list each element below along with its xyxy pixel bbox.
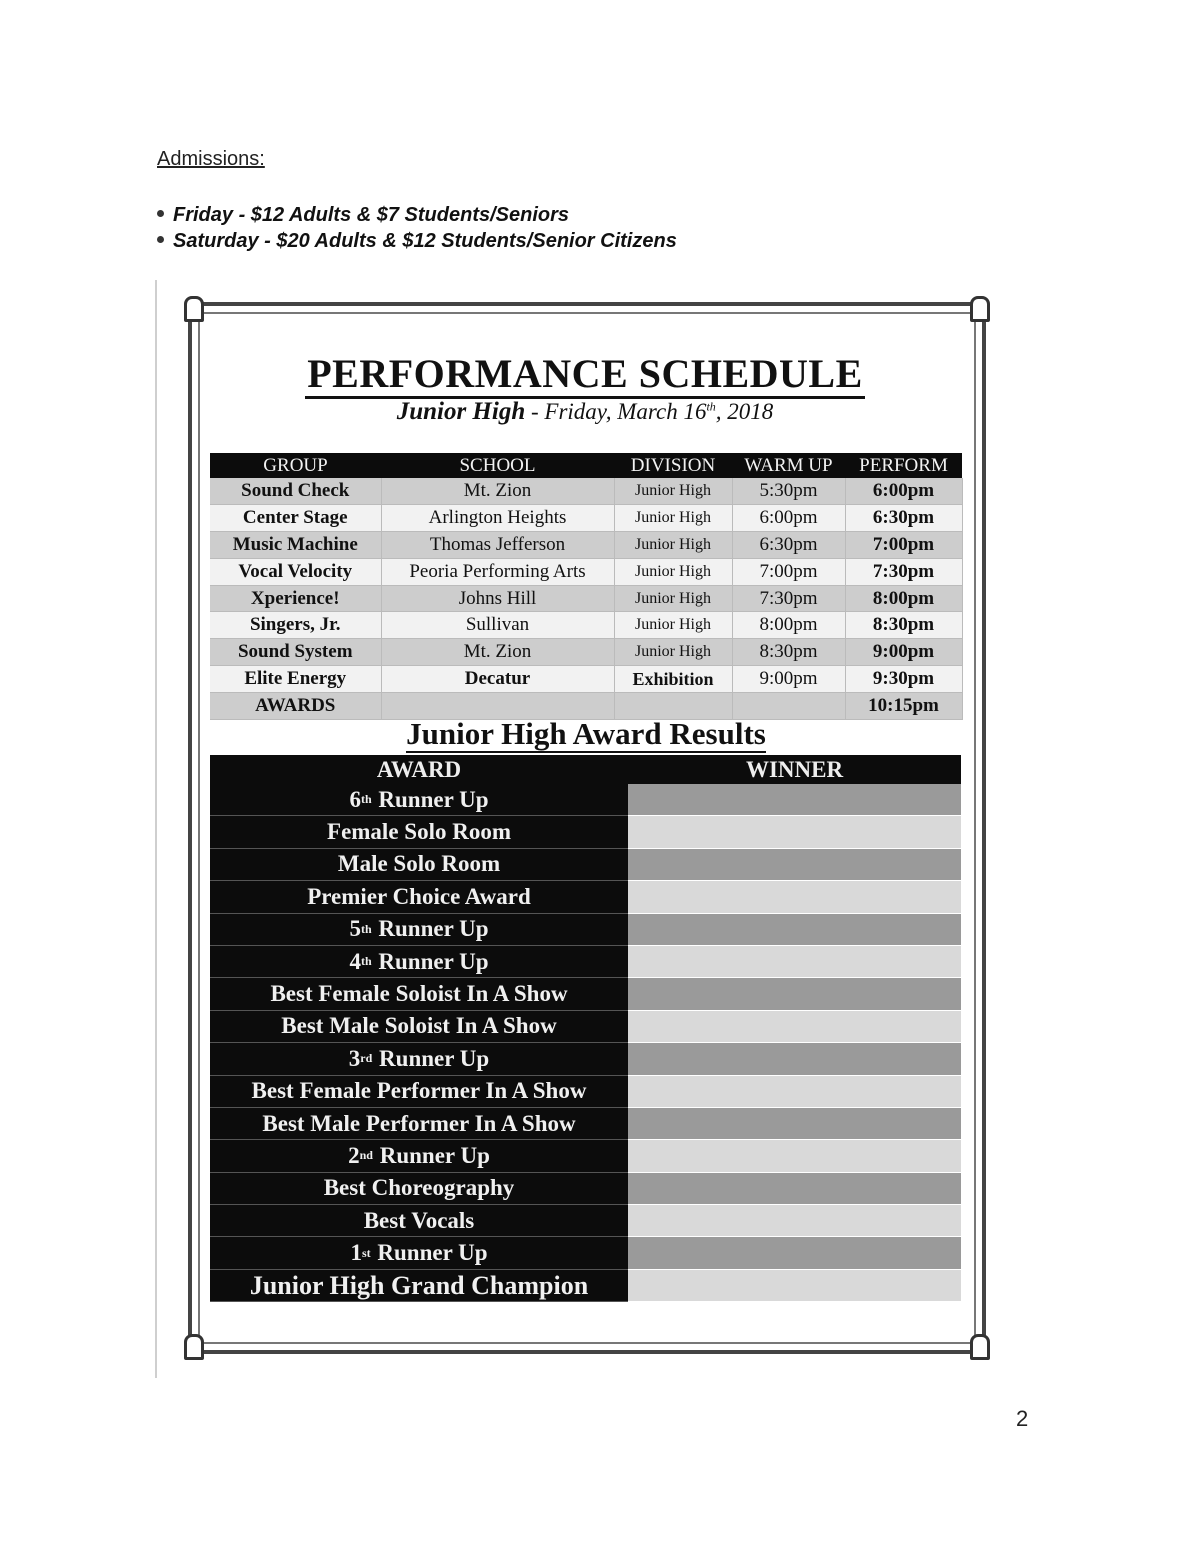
award-row: [210, 1237, 961, 1269]
award-name: [210, 1205, 628, 1237]
award-name-text: Runner Up: [372, 786, 489, 812]
admissions-heading: Admissions:: [157, 148, 265, 170]
winner-cell: [628, 1140, 961, 1172]
schedule-row: [210, 504, 962, 531]
winner-cell: [628, 1043, 961, 1075]
admissions-list: [157, 202, 677, 254]
admission-text: Friday - $12 Adults & $7 Students/Seniors: [173, 204, 570, 226]
award-name-text: Runner Up: [371, 1240, 488, 1266]
award-name-text: Runner Up: [372, 916, 489, 942]
award-rank-suffix: st: [361, 1245, 371, 1260]
winner-cell: [628, 1011, 961, 1043]
award-name-text: Junior High Grand Champion: [249, 1270, 589, 1300]
award-rank-suffix: th: [360, 792, 372, 807]
winner-cell: [628, 946, 961, 978]
award-row: [210, 881, 961, 913]
award-name-text: Best Male Performer In A Show: [262, 1110, 576, 1136]
group-cell: AWARDS: [210, 693, 381, 720]
perform-cell: 6:30pm: [845, 504, 962, 531]
award-name: [210, 946, 628, 978]
award-results-table: [210, 755, 961, 1302]
warm-up-cell: 5:30pm: [732, 478, 845, 504]
award-column-header: AWARD: [376, 756, 462, 782]
admission-item-saturday: [157, 228, 677, 254]
warm-up-cell: 7:00pm: [732, 558, 845, 585]
schedule-row: [210, 478, 962, 504]
division-cell: Junior High: [614, 558, 732, 585]
award-rank-suffix: th: [360, 921, 372, 936]
award-name: [210, 1173, 628, 1205]
award-row: [210, 816, 961, 848]
group-cell: Singers, Jr.: [210, 612, 381, 639]
warm-up-cell: 8:00pm: [732, 612, 845, 639]
award-name-text: Best Vocals: [363, 1207, 475, 1233]
award-name: [210, 1011, 628, 1043]
award-rank-number: 6: [349, 786, 361, 812]
group-cell: Center Stage: [210, 504, 381, 531]
winner-cell: [628, 1108, 961, 1140]
award-name: [210, 1108, 628, 1140]
perform-cell: 9:00pm: [845, 639, 962, 666]
award-name-text: Male Solo Room: [337, 851, 501, 877]
bullet-icon: [157, 236, 164, 243]
award-name-text: Runner Up: [372, 948, 489, 974]
winner-cell: [628, 1076, 961, 1108]
subtitle-year: , 2018: [715, 399, 774, 424]
award-rank-suffix: nd: [359, 1148, 373, 1163]
group-cell: Vocal Velocity: [210, 558, 381, 585]
award-row: [210, 1108, 961, 1140]
subtitle-date: - Friday, March 16: [525, 399, 707, 424]
award-name: [210, 849, 628, 881]
schedule-header-row: [210, 453, 962, 478]
warm-up-cell: 6:00pm: [732, 504, 845, 531]
award-name-text: Best Female Performer In A Show: [251, 1078, 587, 1104]
frame-corner-ornament: [970, 296, 990, 322]
bullet-icon: [157, 210, 164, 217]
award-name-text: Female Solo Room: [327, 819, 511, 845]
column-header-warm-up: WARM UP: [732, 453, 845, 478]
winner-cell: [628, 1270, 961, 1302]
award-name: [210, 1140, 628, 1172]
award-header-row: [210, 755, 961, 784]
perform-cell: 8:30pm: [845, 612, 962, 639]
warm-up-cell: 9:00pm: [732, 666, 845, 693]
award-row: [210, 849, 961, 881]
division-cell: Junior High: [614, 478, 732, 504]
warm-up-cell: 6:30pm: [732, 531, 845, 558]
warm-up-cell: 7:30pm: [732, 585, 845, 612]
subtitle-level: Junior High: [396, 398, 526, 425]
award-name: [210, 881, 628, 913]
school-cell: Johns Hill: [381, 585, 614, 612]
perform-cell: 7:30pm: [845, 558, 962, 585]
schedule-title: [0, 350, 1170, 397]
award-name: [210, 1076, 628, 1108]
schedule-table: [210, 453, 963, 720]
school-cell: Peoria Performing Arts: [381, 558, 614, 585]
award-results-title-text: Junior High Award Results: [406, 716, 766, 751]
winner-cell: [628, 816, 961, 848]
subtitle-date-suffix: th: [706, 399, 716, 414]
group-cell: Sound System: [210, 639, 381, 666]
perform-cell: 10:15pm: [845, 693, 962, 720]
winner-cell: [628, 849, 961, 881]
admission-item-friday: [157, 202, 677, 228]
award-row: [210, 1270, 961, 1302]
award-name: [210, 816, 628, 848]
division-cell: Exhibition: [614, 666, 732, 693]
award-name-text: Runner Up: [373, 1045, 490, 1071]
award-rank-number: 5: [349, 916, 361, 942]
award-rank-number: 3: [348, 1045, 361, 1071]
award-results-title: [210, 716, 962, 752]
award-name-text: Best Female Soloist In A Show: [270, 981, 568, 1007]
schedule-row: [210, 612, 962, 639]
award-name-text: Best Choreography: [323, 1175, 515, 1201]
division-cell: Junior High: [614, 504, 732, 531]
school-cell: Arlington Heights: [381, 504, 614, 531]
award-rank-number: 1: [350, 1240, 362, 1266]
perform-cell: 8:00pm: [845, 585, 962, 612]
winner-cell: [628, 784, 961, 816]
school-cell: Mt. Zion: [381, 478, 614, 504]
award-row: [210, 914, 961, 946]
frame-corner-ornament: [184, 1334, 204, 1360]
division-cell: Junior High: [614, 585, 732, 612]
award-name: [210, 1043, 628, 1075]
school-cell: Thomas Jefferson: [381, 531, 614, 558]
perform-cell: 6:00pm: [845, 478, 962, 504]
column-header-division: DIVISION: [614, 453, 732, 478]
division-cell: Junior High: [614, 612, 732, 639]
award-row: [210, 784, 961, 816]
schedule-row: [210, 639, 962, 666]
award-row: [210, 1076, 961, 1108]
frame-corner-ornament: [970, 1334, 990, 1360]
schedule-row: [210, 531, 962, 558]
winner-cell: [628, 1205, 961, 1237]
winner-cell: [628, 914, 961, 946]
award-name: [210, 1270, 628, 1302]
division-cell: Junior High: [614, 531, 732, 558]
division-cell: Junior High: [614, 639, 732, 666]
scan-margin-line: [155, 280, 157, 1378]
award-row: [210, 1205, 961, 1237]
winner-cell: [628, 881, 961, 913]
award-rank-suffix: rd: [360, 1051, 373, 1066]
award-rank-number: 2: [348, 1142, 360, 1168]
school-cell: Sullivan: [381, 612, 614, 639]
perform-cell: 7:00pm: [845, 531, 962, 558]
column-header-group: GROUP: [210, 453, 381, 478]
winner-cell: [628, 978, 961, 1010]
award-rank-number: 4: [349, 948, 361, 974]
award-row: [210, 1043, 961, 1075]
school-cell: Mt. Zion: [381, 639, 614, 666]
award-name-text: Best Male Soloist In A Show: [281, 1013, 557, 1039]
award-name-text: Premier Choice Award: [307, 883, 531, 909]
column-header-school: SCHOOL: [381, 453, 614, 478]
award-rank-suffix: th: [360, 954, 372, 969]
schedule-subtitle: [0, 398, 1170, 426]
award-row: [210, 978, 961, 1010]
award-row: [210, 1140, 961, 1172]
award-row: [210, 1011, 961, 1043]
schedule-row: [210, 666, 962, 693]
award-name: [210, 784, 628, 816]
winner-cell: [628, 1173, 961, 1205]
winner-cell: [628, 1237, 961, 1269]
schedule-title-text: PERFORMANCE SCHEDULE: [305, 351, 865, 399]
column-header-perform: PERFORM: [845, 453, 962, 478]
group-cell: Music Machine: [210, 531, 381, 558]
school-cell: Decatur: [381, 666, 614, 693]
group-cell: Sound Check: [210, 478, 381, 504]
award-row: [210, 1173, 961, 1205]
award-name: [210, 1237, 628, 1269]
frame-corner-ornament: [184, 296, 204, 322]
schedule-row: [210, 558, 962, 585]
warm-up-cell: 8:30pm: [732, 639, 845, 666]
group-cell: Elite Energy: [210, 666, 381, 693]
admission-text: Saturday - $20 Adults & $12 Students/Senior Citizens: [173, 230, 677, 252]
award-name: [210, 978, 628, 1010]
award-name: [210, 914, 628, 946]
schedule-row: [210, 585, 962, 612]
award-name-text: Runner Up: [373, 1142, 490, 1168]
perform-cell: 9:30pm: [845, 666, 962, 693]
winner-column-header: WINNER: [745, 756, 844, 782]
award-row: [210, 946, 961, 978]
page-number: 2: [1016, 1406, 1029, 1431]
group-cell: Xperience!: [210, 585, 381, 612]
